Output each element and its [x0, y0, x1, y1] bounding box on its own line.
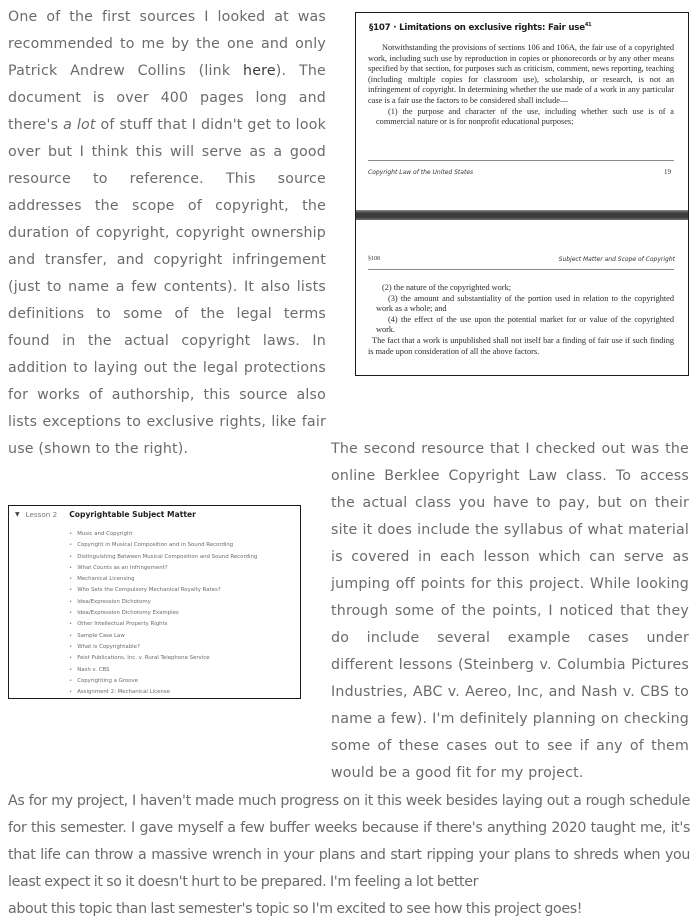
- paragraph-project-update: [8, 788, 690, 923]
- page-footer-rule: [368, 160, 674, 161]
- section-title-text: §107 · Limitations on exclusive rights: Fair use: [369, 22, 585, 33]
- source-link[interactable]: here: [243, 63, 276, 79]
- lesson-topic-item: • Copyrighting a Groove: [69, 676, 257, 687]
- page-header-rule: [368, 269, 674, 270]
- section-title: [369, 22, 591, 33]
- law-factor-3: (3) the amount and substantiality of the portion used in relation to the copyrighted work as a whole; and: [376, 293, 674, 314]
- law-body-page1: [368, 43, 674, 128]
- paragraph-text: One of the first sources I looked at was recommended to me by the one and only Patrick Andrew Collins (link: [8, 9, 326, 79]
- lesson-topic-item: • Who Sets the Compulsory Mechanical Royalty Rates?: [69, 585, 257, 596]
- lesson-topic-item: • Copyright in Musical Composition and in Sound Recording: [69, 540, 257, 551]
- page-header-title: Subject Matter and Scope of Copyright: [558, 256, 675, 263]
- paragraph-first-source: [8, 4, 326, 463]
- paragraph-text: ). The document is over 400 pages long and there's: [8, 63, 326, 133]
- paragraph-text: of stuff that I didn't get to look over but I think this will serve as a good resource to reference. This source addresses the scope of copyright, the duration of copyright, copyright ownership and transfer, and copyright infringement (just to name a few contents). It also lists definitions to some of the legal terms found in the actual copyright laws. In addition to laying out the legal protections for works of authorship, this source also lists exceptions to exclusive rights, like fair use (shown to the right).: [8, 117, 327, 457]
- lesson-header: [15, 510, 196, 519]
- lesson-topic-item: • Nash v. CBS: [69, 665, 257, 676]
- lesson-topic-item: • Sample Case Law: [69, 631, 257, 642]
- lesson-topic-item: • Idea/Expression Dichotomy Examples: [69, 608, 257, 619]
- footnote-marker: 41: [584, 22, 592, 28]
- syllabus-image: [8, 505, 301, 699]
- page-number: 19: [664, 168, 671, 176]
- lesson-title: Copyrightable Subject Matter: [69, 510, 196, 519]
- lesson-topic-item: • What is Copyrightable?: [69, 642, 257, 653]
- caret-down-icon: ▼: [15, 511, 20, 518]
- lesson-topic-item: • What Counts as an Infringement?: [69, 563, 257, 574]
- lesson-topic-item: • Other Intellectual Property Rights: [69, 619, 257, 630]
- lesson-topic-list: [69, 529, 257, 698]
- lesson-topic-item: • Mechanical Licensing: [69, 574, 257, 585]
- lesson-topic-item: • Idea/Expression Dichotomy: [69, 597, 257, 608]
- lesson-topic-item: • Distinguishing Between Musical Composition and Sound Recording: [69, 552, 257, 563]
- law-closing: The fact that a work is unpublished shall not itself bar a finding of fair use if such finding is made upon consideration of all the above factors.: [368, 335, 674, 356]
- page-break-divider: [356, 210, 688, 220]
- paragraph-last-line: about this topic than last semester's topic so I'm excited to see how this project goes!: [8, 901, 583, 917]
- lesson-number: Lesson 2: [25, 510, 58, 519]
- lesson-topic-item: • Music and Copyright: [69, 529, 257, 540]
- lesson-topic-item: • Assignment 2: Mechanical License: [69, 687, 257, 698]
- page-footer-title: Copyright Law of the United States: [368, 169, 474, 176]
- fair-use-excerpt-image: [355, 12, 689, 376]
- emphasis-text: a lot: [63, 117, 96, 133]
- law-factor-4: (4) the effect of the use upon the potential market for or value of the copyrighted work.: [376, 314, 674, 335]
- lesson-topic-item: • Feist Publications, Inc. v. Rural Telephone Service: [69, 653, 257, 664]
- law-factor-2: (2) the nature of the copyrighted work;: [382, 283, 512, 292]
- page-header-section: §108: [368, 256, 380, 262]
- law-paragraph: Notwithstanding the provisions of sections 106 and 106A, the fair use of a copyrighted work, including such use by reproduction in copies or phonorecords or by any other means specified by that section, for purposes such as criticism, comment, news reporting, teaching (including multiple copies for classroom use), scholarship, or research, is not an infringement of copyright. In determining whether the use made of a work in any particular case is a fair use the factors to be considered shall include—: [368, 43, 674, 105]
- paragraph-second-resource: The second resource that I checked out was the online Berklee Copyright Law class. To access the actual class you have to pay, but on their site it does include the syllabus of what material is covered in each lesson which can serve as jumping off points for this project. While looking through some of the points, I noticed that they do include several example cases under different lessons (Steinberg v. Columbia Pictures Industries, ABC v. Aereo, Inc, and Nash v. CBS to name a few). I'm definitely planning on checking some of these cases out to see if any of them would be a good fit for my project.: [331, 441, 689, 781]
- law-factor-1: (1) the purpose and character of the use, including whether such use is of a commercial nature or is for nonprofit educational purposes;: [376, 106, 674, 127]
- paragraph-text: As for my project, I haven't made much progress on it this week besides laying out a rough schedule for this semester. I gave myself a few buffer weeks because if there's anything 2020 taught me, it's that life can throw a massive wrench in your plans and start ripping your plans to shreds when you least expect it so it doesn't hurt to be prepared. I'm feeling a lot better: [8, 793, 690, 890]
- law-body-page2: [368, 283, 674, 357]
